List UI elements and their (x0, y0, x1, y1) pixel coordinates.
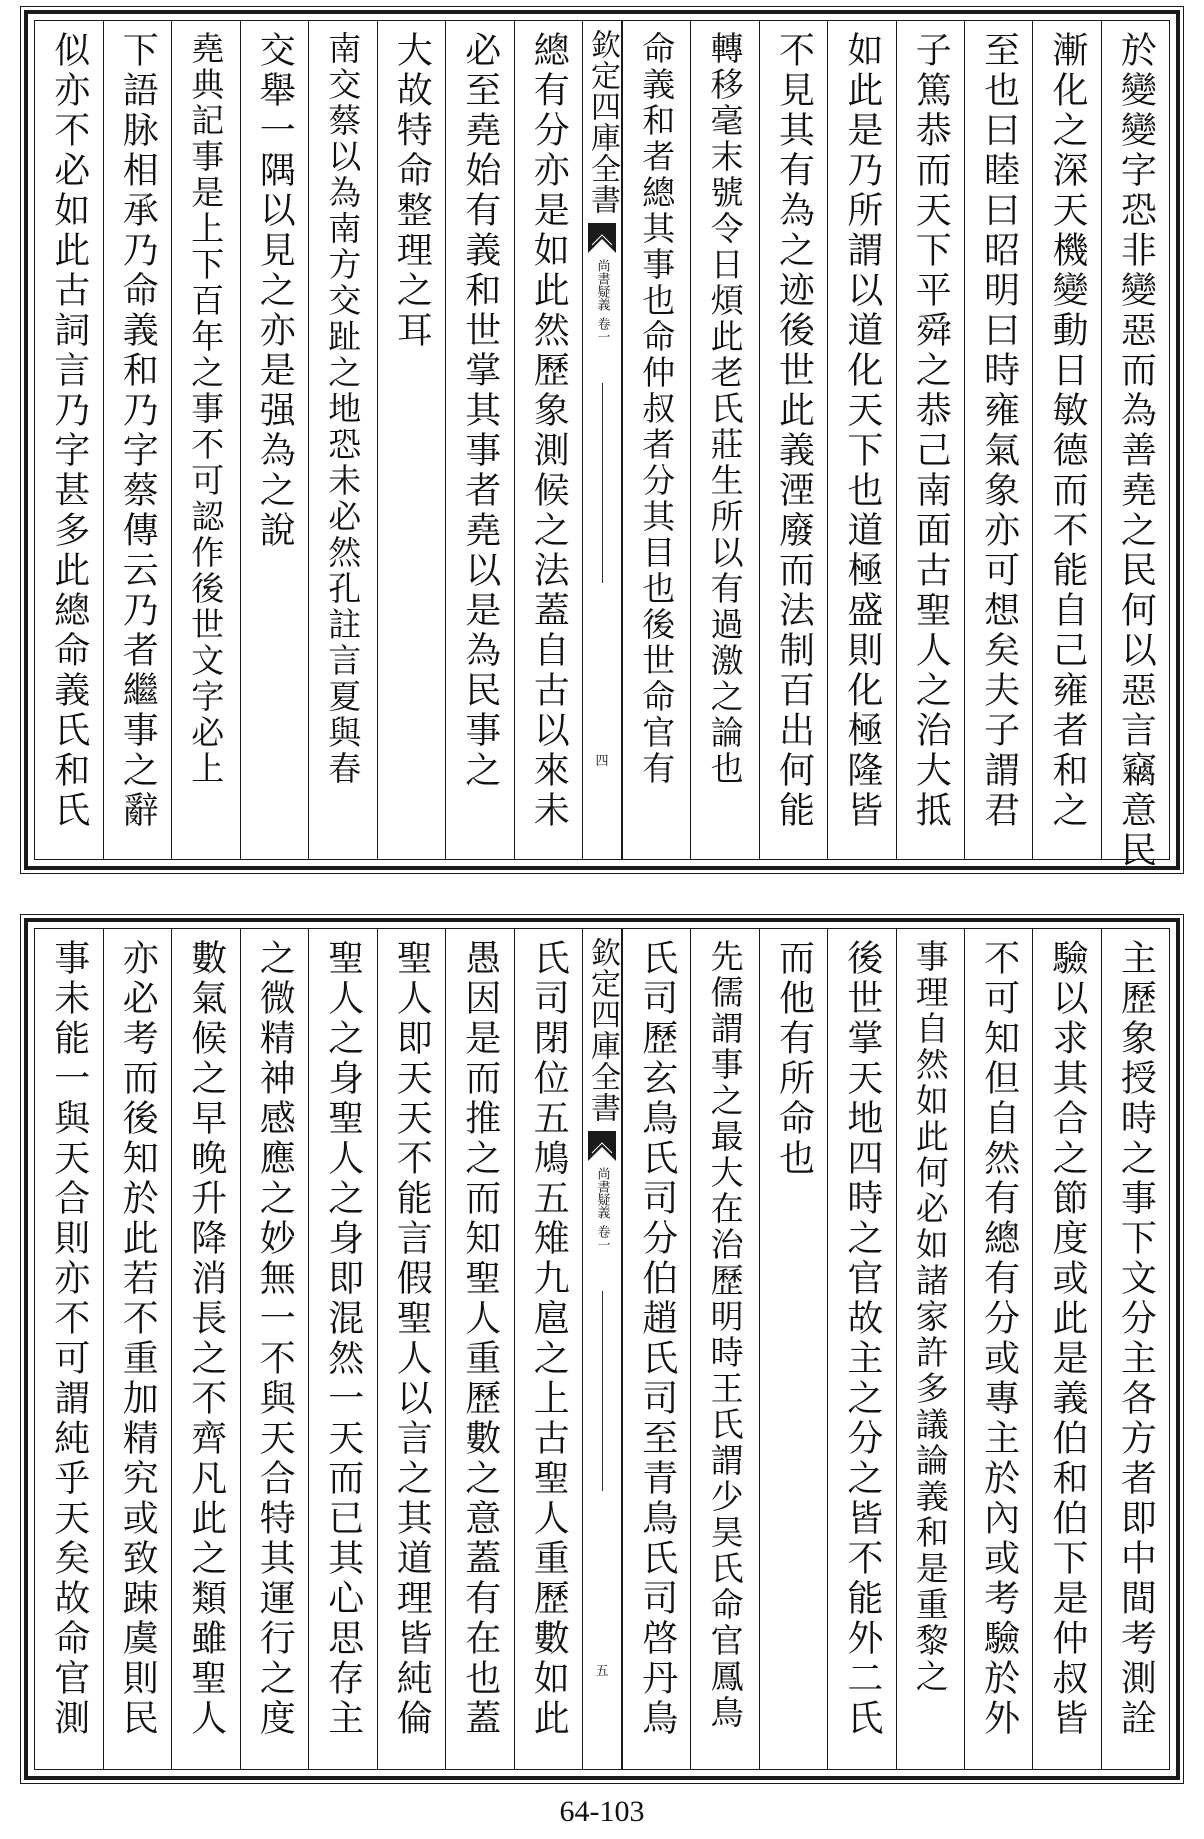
upper-left-half (35, 21, 582, 859)
juan-label: 卷一 (594, 1225, 610, 1251)
text-column: 於變變字恐非變惡而為善堯之民何以惡言竊意民 (1101, 21, 1169, 859)
text-column: 交舉一隅以見之亦是强為之說 (240, 21, 309, 859)
center-fold-banxin (582, 929, 622, 1769)
text-column: 命義和者總其事也命仲叔者分其目也後世命官有 (622, 21, 690, 859)
text-column: 後世掌天地四時之官故主之分之皆不能外二氏 (827, 929, 895, 1769)
center-fold-banxin (582, 21, 622, 859)
upper-right-half (622, 21, 1169, 871)
leaf-number: 五 (595, 1664, 609, 1679)
fold-line (602, 1291, 603, 1491)
text-column: 轉移毫末號令日煩此老氏莊生所以有過激之論也 (690, 21, 758, 859)
lower-right-half (622, 929, 1169, 1769)
text-column: 南交蔡以為南方交趾之地恐未必然孔註言夏與春 (308, 21, 377, 859)
text-column: 總有分亦是如此然歷象測候之法蓋自古以來未 (514, 21, 583, 859)
text-column: 必至堯始有義和世掌其事者堯以是為民事之 (445, 21, 514, 859)
text-column: 漸化之深天機變動日敏德而不能自己雍者和之 (1032, 21, 1100, 859)
text-column: 驗以求其合之節度或此是義伯和伯下是仲叔皆 (1032, 929, 1100, 1769)
page-number: 64-103 (559, 1795, 645, 1828)
upper-sheet (24, 10, 1180, 870)
text-column: 下語脉相承乃命義和乃字蔡傳云乃者繼事之辭 (103, 21, 172, 859)
text-column: 似亦不必如此古詞言乃字甚多此總命義氏和氏 (48, 31, 90, 831)
lower-sheet (24, 918, 1180, 1780)
book-title: 尚書疑義 (594, 1167, 610, 1219)
text-column: 事未能一與天合則亦不可謂純乎天矣故命官測 (48, 939, 90, 1739)
leaf-number: 四 (595, 754, 609, 769)
text-column: 不可知但自然有總有分或專主於內或考驗於外 (964, 929, 1032, 1769)
text-column: 堯典記事是上下百年之事不可認作後世文字必上 (171, 21, 240, 859)
series-title: 欽定四庫全書 (585, 29, 620, 215)
text-column: 聖人即天天不能言假聖人以言之其道理皆純倫 (377, 929, 446, 1769)
juan-label: 卷一 (594, 317, 610, 343)
series-title: 欽定四庫全書 (585, 937, 620, 1123)
text-column: 大故特命整理之耳 (377, 21, 446, 859)
text-column: 至也曰睦曰昭明曰時雍氣象亦可想矣夫子謂君 (964, 21, 1032, 859)
text-column: 聖人之身聖人之身即混然一天而已其心思存主 (308, 929, 377, 1769)
text-column: 先儒謂事之最大在治歷明時王氏謂少昊氏命官鳳鳥 (690, 929, 758, 1769)
text-column: 不見其有為之迹後世此義湮廢而法制百出何能 (759, 21, 827, 859)
lower-left-half (35, 929, 582, 1769)
text-column: 事理自然如此何必如諸家許多議論義和是重黎之 (896, 929, 964, 1769)
text-column: 氏司閉位五鳩五雉九扈之上古聖人重歷數如此 (514, 929, 583, 1769)
fishtail-mark-icon (588, 1131, 616, 1161)
text-column: 愚因是而推之而知聖人重歷數之意蓋有在也蓋 (445, 929, 514, 1769)
fold-line (602, 383, 603, 583)
text-column: 之微精神感應之妙無一不與天合特其運行之度 (240, 929, 309, 1769)
book-title: 尚書疑義 (594, 259, 610, 311)
text-column: 而他有所命也 (759, 929, 827, 1769)
text-column: 亦必考而後知於此若不重加精究或致踈虞則民 (103, 929, 172, 1769)
text-column: 數氣候之早晚升降消長之不齊凡此之類雖聖人 (171, 929, 240, 1769)
text-column: 子篤恭而天下平舜之恭己南面古聖人之治大抵 (896, 21, 964, 859)
fishtail-mark-icon (588, 223, 616, 253)
text-column: 主歷象授時之事下文分主各方者即中間考測詮 (1101, 929, 1169, 1769)
text-column: 如此是乃所謂以道化天下也道極盛則化極隆皆 (827, 21, 895, 859)
text-column: 氏司歷玄鳥氏司分伯趙氏司至青鳥氏司啓丹鳥 (622, 929, 690, 1769)
